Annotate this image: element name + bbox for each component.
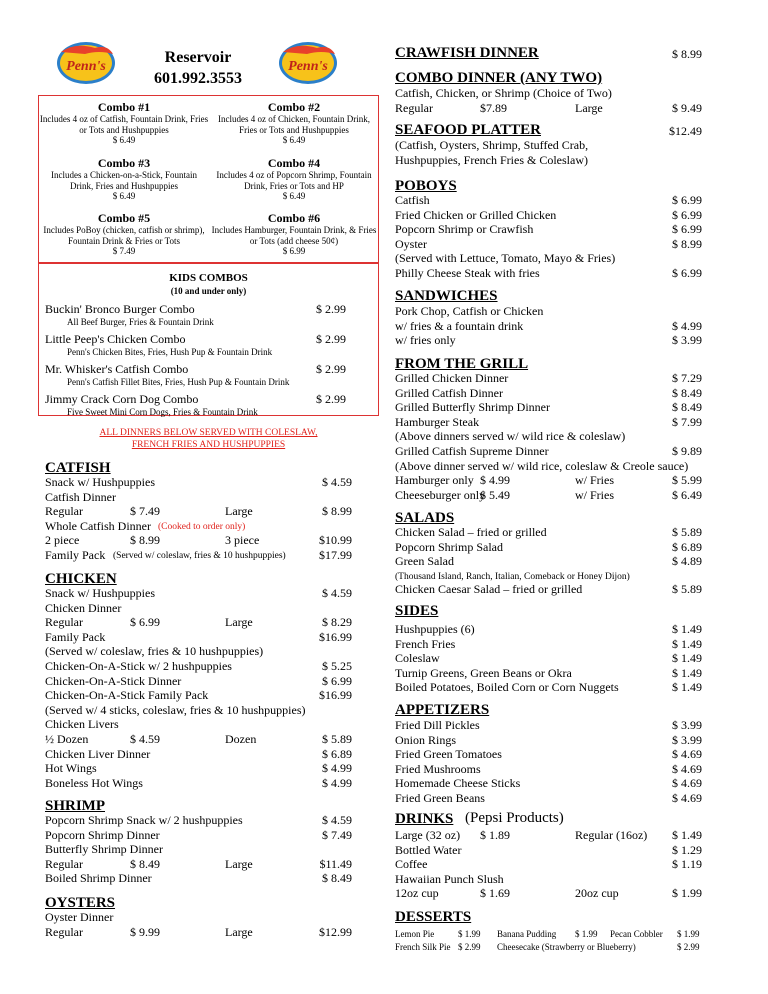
menu-item-name: Hushpuppies, French Fries & Coleslaw)	[395, 152, 588, 167]
section-title: SALADS	[395, 510, 455, 526]
menu-item-name: ½ Dozen	[45, 732, 89, 746]
menu-item-price: $ 1.99	[672, 886, 702, 901]
menu-item-price: $ 1.49	[672, 636, 702, 651]
menu-item-name: 2 piece	[45, 533, 80, 548]
menu-item-name: Boiled Potatoes, Boiled Corn or Corn Nuggets	[395, 680, 619, 695]
menu-item-price: $ 3.99	[672, 333, 702, 348]
section-title: SIDES	[395, 603, 439, 619]
kids-item-desc: Five Sweet Mini Corn Dogs, Fries & Fountain Drink	[67, 407, 258, 417]
menu-item-price: $ 4.59	[322, 813, 352, 827]
menu-item-price: $ 6.99	[672, 266, 702, 280]
menu-item-price: $ 7.49	[130, 504, 160, 519]
menu-item-name: Fried Green Beans	[395, 791, 485, 805]
menu-item-name: (Above dinners served w/ wild rice & coleslaw)	[395, 429, 626, 444]
kids-subtitle: (10 and under only)	[170, 286, 247, 296]
menu-item-price: $ 8.99	[672, 236, 702, 251]
menu-item-name: (Above dinner served w/ wild rice, coleslaw & Creole sauce)	[395, 458, 689, 473]
menu-item-price: $ 1.49	[672, 680, 702, 695]
drinks-note: (Pepsi Products)	[465, 810, 564, 826]
menu-item-name: Fried Chicken or Grilled Chicken	[395, 207, 557, 222]
menu-item-price: $ 1.49	[672, 828, 702, 842]
menu-item-price: $ 6.89	[322, 746, 352, 761]
menu-item-name: Hawaiian Punch Slush	[395, 871, 504, 886]
menu-item-name: Green Salad	[395, 554, 454, 569]
menu-item-size: Large	[575, 100, 603, 115]
menu-item-name: Turnip Greens, Green Beans or Okra	[395, 665, 572, 680]
kids-item-price: $ 2.99	[316, 362, 346, 376]
menu-item-price: $ 4.99	[322, 775, 352, 790]
menu-item-name: (Catfish, Oysters, Shrimp, Stuffed Crab,	[395, 138, 589, 152]
menu-item-name: Chicken Salad – fried or grilled	[395, 525, 547, 539]
menu-item-name: Catfish	[395, 193, 430, 207]
menu-item-size: w/ Fries	[575, 473, 614, 488]
kids-item-name: Buckin' Bronco Burger Combo	[45, 302, 195, 316]
menu-item-price: $ 1.29	[672, 842, 702, 857]
menu-item-price: $ 6.99	[322, 673, 352, 688]
kids-item-price: $ 2.99	[316, 302, 346, 316]
menu-item-name: Family Pack	[45, 629, 106, 644]
menu-item-price: $ 5.89	[672, 581, 702, 596]
menu-item-price: $11.49	[319, 856, 352, 871]
menu-item-size: Large	[225, 504, 253, 519]
menu-item-price: $ 1.89	[480, 828, 510, 842]
menu-item-name: Coleslaw	[395, 651, 440, 666]
menu-item-price: $ 6.49	[672, 487, 702, 502]
menu-item-name: Regular	[45, 856, 83, 871]
menu-item-name: Butterfly Shrimp Dinner	[45, 842, 163, 857]
menu-item-price: $ 8.99	[672, 47, 702, 61]
menu-item-name: Chicken-On-A-Stick Family Pack	[45, 688, 209, 703]
menu-item-name: Popcorn Shrimp Snack w/ 2 hushpuppies	[45, 813, 243, 827]
menu-item-name: Homemade Cheese Sticks	[395, 776, 521, 791]
menu-item-price: $ 1.49	[672, 622, 702, 636]
menu-item-name: Boiled Shrimp Dinner	[45, 871, 152, 886]
dessert-price: $ 2.99	[458, 942, 481, 952]
menu-item-price: $10.99	[319, 533, 352, 548]
menu-item-price: $ 9.49	[672, 100, 702, 115]
section-title: CRAWFISH DINNER	[395, 45, 539, 61]
menu-item-name: Large (32 oz)	[395, 828, 461, 842]
section-title: SANDWICHES	[395, 288, 498, 304]
kids-item-desc: Penn's Chicken Bites, Fries, Hush Pup & Fountain Drink	[67, 347, 273, 357]
menu-item-name: 12oz cup	[395, 886, 439, 901]
menu-item-price: $ 6.99	[672, 222, 702, 237]
menu-item-name: Philly Cheese Steak with fries	[395, 266, 540, 280]
menu-item-price: $ 4.99	[322, 761, 352, 776]
menu-item-price: $ 4.69	[672, 776, 702, 791]
menu-item-name: Chicken Dinner	[45, 600, 122, 615]
dessert-name: Cheesecake (Strawberry or Blueberry)	[497, 942, 636, 952]
menu-item-name: Fried Dill Pickles	[395, 718, 480, 732]
combo-1: Combo #1 Includes 4 oz of Catfish, Fountain Drink, Fries or Tots and Hushpuppies $ 6.49	[39, 100, 209, 145]
dressing-note: (Thousand Island, Ranch, Italian, Comeback or Honey Dijon)	[395, 571, 630, 582]
menu-item-price: $ 4.69	[672, 747, 702, 762]
menu-item-name: Chicken Caesar Salad – fried or grilled	[395, 581, 583, 596]
menu-item-price: $ 8.29	[322, 615, 352, 630]
kids-item-price: $ 2.99	[316, 332, 346, 346]
menu-item-name: Regular	[395, 100, 433, 115]
family-note: (Served w/ coleslaw, fries & 10 hushpuppies)	[113, 551, 286, 561]
kids-item-desc: All Beef Burger, Fries & Fountain Drink	[67, 317, 214, 327]
menu-item-name: Regular	[45, 924, 83, 939]
combos-box	[38, 95, 379, 263]
menu-item-price: $ 8.49	[130, 856, 160, 871]
menu-item-name: Popcorn Shrimp Salad	[395, 539, 503, 554]
dessert-name: Lemon Pie	[395, 929, 435, 939]
penns-logo-right	[277, 40, 339, 86]
menu-item-price: $ 5.25	[322, 659, 352, 673]
menu-item-size: 20oz cup	[575, 886, 619, 901]
cooked-note: (Cooked to order only)	[158, 521, 246, 532]
menu-item-price: $12.49	[669, 124, 702, 138]
menu-item-price: $ 3.99	[672, 732, 702, 747]
menu-item-name: Grilled Chicken Dinner	[395, 371, 509, 385]
menu-item-name: Regular	[45, 504, 83, 519]
menu-item-price: $ 7.49	[322, 827, 352, 842]
menu-item-price: $ 6.99	[672, 207, 702, 222]
dinners-notice: ALL DINNERS BELOW SERVED WITH COLESLAW, FRENCH FRIES AND HUSHPUPPIES	[99, 428, 318, 450]
dessert-price: $ 2.99	[677, 942, 700, 952]
menu-item-name: Catfish Dinner	[45, 489, 116, 504]
menu-item-price: $ 6.89	[672, 539, 702, 554]
menu-item-name: Snack w/ Hushpuppies	[45, 475, 155, 489]
dessert-price: $ 1.99	[458, 929, 481, 939]
dessert-name: French Silk Pie	[395, 942, 451, 952]
menu-item-price: $ 4.69	[672, 761, 702, 776]
combo-6: Combo #6 Includes Hamburger, Fountain Drink, & Fries or Tots (add cheese 50¢) $ 6.99	[211, 211, 377, 256]
menu-item-size: 3 piece	[225, 533, 260, 548]
menu-item-size: Large	[225, 615, 253, 630]
menu-item-name: Snack w/ Hushpuppies	[45, 586, 155, 600]
section-title: APPETIZERS	[395, 702, 490, 718]
menu-item-price: $ 5.99	[672, 473, 702, 488]
combo-4: Combo #4 Includes 4 oz of Popcorn Shrimp, Fountain Drink, Fries or Tots and HP $ 6.49	[216, 156, 372, 201]
menu-item-price: $ 7.99	[672, 414, 702, 429]
menu-item-price: $ 5.89	[672, 525, 702, 539]
penns-logo-left	[55, 40, 117, 86]
menu-item-name: Chicken Livers	[45, 717, 119, 732]
menu-item-price: $ 8.99	[322, 504, 352, 519]
menu-item-name: Popcorn Shrimp or Crawfish	[395, 222, 534, 237]
menu-item-name: Hot Wings	[45, 761, 97, 776]
menu-item-price: $ 8.49	[322, 871, 352, 886]
menu-item-price: $ 4.59	[322, 586, 352, 600]
menu-item-name: Hamburger only	[395, 473, 474, 488]
menu-item-name: Pork Chop, Catfish or Chicken	[395, 304, 544, 318]
menu-item-price: $ 3.99	[672, 718, 702, 732]
menu-item-name: Whole Catfish Dinner	[45, 518, 151, 533]
menu-item-name: Popcorn Shrimp Dinner	[45, 827, 160, 842]
menu-item-name: Grilled Catfish Supreme Dinner	[395, 444, 549, 458]
menu-item-name: Cheeseburger only	[395, 487, 486, 502]
svg-text:Penn's: Penn's	[288, 59, 328, 74]
menu-item-name: French Fries	[395, 636, 456, 651]
menu-item-name: Bottled Water	[395, 842, 462, 857]
menu-item-size: Large	[225, 856, 253, 871]
menu-item-name: (Served with Lettuce, Tomato, Mayo & Fries)	[395, 251, 616, 266]
kids-item-desc: Penn's Catfish Fillet Bites, Fries, Hush Pup & Fountain Drink	[67, 377, 290, 387]
section-title: SEAFOOD PLATTER	[395, 122, 541, 138]
menu-item-size: Dozen	[225, 732, 257, 746]
menu-item-name: (Served w/ 4 sticks, coleslaw, fries & 10 hushpuppies)	[45, 702, 306, 717]
menu-item-size: Regular (16oz)	[575, 828, 648, 842]
menu-item-price: $ 6.99	[130, 615, 160, 630]
menu-item-price: $ 8.99	[130, 533, 160, 548]
combo-2: Combo #2 Includes 4 oz of Chicken, Fountain Drink, Fries or Tots and Hushpuppies $ 6.49	[218, 100, 370, 145]
menu-item-name: Catfish, Chicken, or Shrimp (Choice of Two)	[395, 86, 612, 100]
menu-item-name: Hamburger Steak	[395, 414, 480, 429]
combo-5: Combo #5 Includes PoBoy (chicken, catfish or shrimp), Fountain Drink & Fries or Tots $ 7.49	[43, 211, 205, 256]
menu-item-price: $12.99	[319, 924, 352, 939]
menu-item-price: $ 8.49	[672, 385, 702, 400]
menu-item-price: $16.99	[319, 629, 352, 644]
menu-item-name: Boneless Hot Wings	[45, 775, 143, 790]
kids-item-name: Mr. Whisker's Catfish Combo	[45, 362, 189, 376]
combo-3: Combo #3 Includes a Chicken-on-a-Stick, Fountain Drink, Fries and Hushpuppies $ 6.49	[51, 156, 197, 201]
section-title: OYSTERS	[45, 895, 116, 911]
menu-item-name: Coffee	[395, 857, 428, 872]
menu-item-price: $16.99	[319, 688, 352, 703]
menu-item-price: $17.99	[319, 548, 352, 562]
menu-item-price: $ 1.49	[672, 665, 702, 680]
menu-item-price: $ 9.99	[130, 924, 160, 939]
kids-item-name: Jimmy Crack Corn Dog Combo	[45, 392, 199, 406]
kids-combos-box	[38, 263, 379, 416]
menu-item-price: $ 1.69	[480, 886, 510, 901]
menu-item-name: w/ fries only	[395, 333, 456, 348]
section-title: DRINKS	[395, 811, 454, 827]
menu-item-name: Onion Rings	[395, 732, 457, 747]
menu-item-name: Family Pack	[45, 548, 106, 562]
dessert-name: Banana Pudding	[497, 929, 557, 939]
menu-item-price: $ 5.89	[322, 732, 352, 746]
section-title: CHICKEN	[45, 571, 117, 587]
kids-item-name: Little Peep's Chicken Combo	[45, 332, 186, 346]
dessert-price: $ 1.99	[575, 929, 598, 939]
menu-item-price: $ 4.99	[672, 318, 702, 333]
dessert-name: Pecan Cobbler	[610, 929, 663, 939]
menu-item-price: $ 4.69	[672, 791, 702, 805]
menu-item-price: $ 1.49	[672, 651, 702, 666]
menu-item-name: (Served w/ coleslaw, fries & 10 hushpuppies)	[45, 644, 264, 659]
menu-item-price: $ 4.89	[672, 554, 702, 569]
menu-item-price: $ 1.19	[672, 857, 702, 872]
menu-item-name: w/ fries & a fountain drink	[395, 318, 524, 333]
menu-item-name: Chicken-On-A-Stick w/ 2 hushpuppies	[45, 659, 232, 673]
menu-item-name: Oyster Dinner	[45, 910, 114, 924]
store-name: Reservoir	[164, 49, 232, 66]
menu-item-price: $7.89	[480, 100, 507, 115]
menu-item-price: $ 5.49	[480, 487, 510, 502]
store-phone: 601.992.3553	[154, 70, 242, 87]
section-title: CATFISH	[45, 460, 111, 476]
section-title: POBOYS	[395, 178, 457, 194]
section-title: COMBO DINNER (ANY TWO)	[395, 70, 603, 86]
menu-item-name: Fried Green Tomatoes	[395, 747, 502, 762]
menu-item-price: $ 6.99	[672, 193, 702, 207]
section-title: FROM THE GRILL	[395, 356, 529, 372]
menu-item-price: $ 8.49	[672, 400, 702, 415]
dessert-price: $ 1.99	[677, 929, 700, 939]
menu-item-price: $ 9.89	[672, 444, 702, 458]
menu-item-price: $ 4.59	[322, 475, 352, 489]
section-title: DESSERTS	[395, 909, 472, 925]
menu-item-price: $ 7.29	[672, 371, 702, 385]
svg-text:Penn's: Penn's	[66, 59, 106, 74]
menu-item-price: $ 4.99	[480, 473, 510, 488]
menu-item-price: $ 4.59	[130, 732, 160, 746]
menu-item-name: Grilled Butterfly Shrimp Dinner	[395, 400, 550, 415]
menu-item-name: Regular	[45, 615, 83, 630]
kids-title: KIDS COMBOS	[169, 272, 248, 284]
menu-item-name: Chicken Liver Dinner	[45, 746, 151, 761]
menu-item-name: Fried Mushrooms	[395, 761, 481, 776]
kids-item-price: $ 2.99	[316, 392, 346, 406]
menu-item-size: w/ Fries	[575, 487, 614, 502]
menu-item-name: Grilled Catfish Dinner	[395, 385, 503, 400]
menu-item-name: Chicken-On-A-Stick Dinner	[45, 673, 182, 688]
menu-item-name: Oyster	[395, 236, 427, 251]
section-title: SHRIMP	[45, 798, 105, 814]
menu-item-name: Hushpuppies (6)	[395, 622, 475, 636]
menu-item-size: Large	[225, 924, 253, 939]
